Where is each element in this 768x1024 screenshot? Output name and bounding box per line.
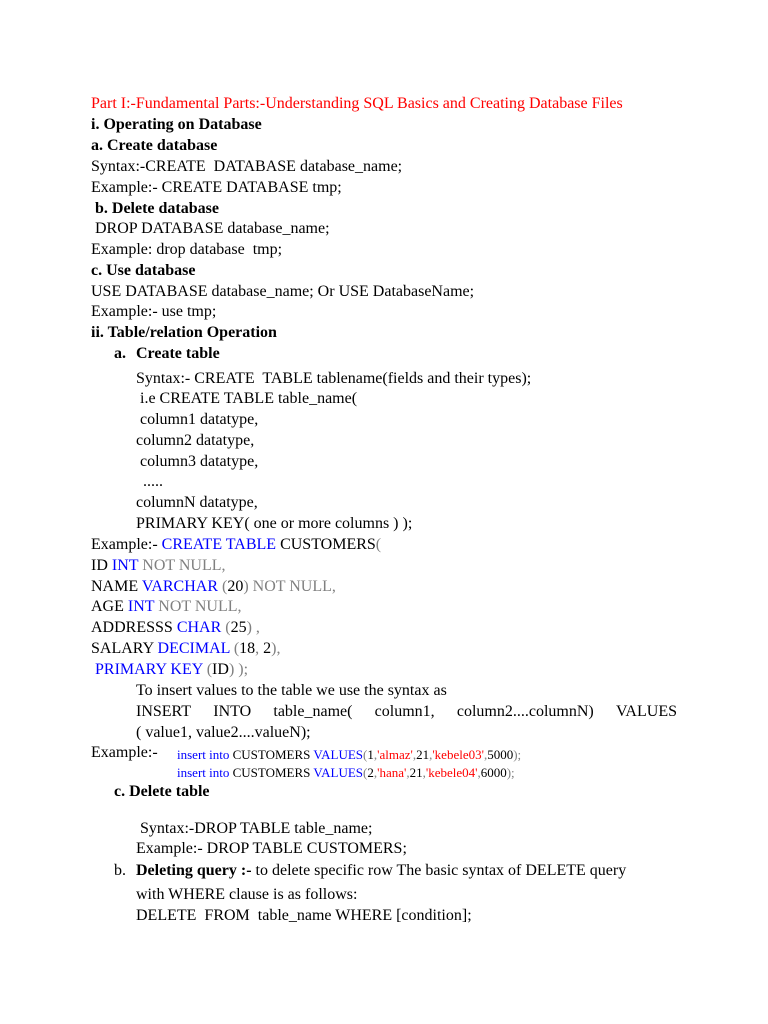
paren: ),	[271, 640, 281, 657]
column-size: 20	[227, 578, 244, 595]
value-name: 'hana'	[377, 765, 407, 780]
comma: ,	[422, 765, 426, 780]
heading-delete-database: b. Delete database	[95, 200, 219, 217]
value-salary: 5000	[487, 747, 514, 762]
paren: )	[243, 578, 249, 595]
table-name: CUSTOMERS	[229, 765, 314, 780]
comma: ,	[406, 765, 410, 780]
create-table-primary-key: PRIMARY KEY( one or more columns ) );	[136, 515, 413, 532]
create-database-syntax: Syntax:-CREATE DATABASE database_name;	[91, 158, 403, 175]
insert-example-2	[177, 763, 515, 783]
create-table-ie: i.e CREATE TABLE table_name(	[140, 390, 358, 407]
comma: ,	[373, 765, 378, 780]
section-table-relation-operation: ii. Table/relation Operation	[91, 324, 277, 341]
comma: ,	[373, 747, 378, 762]
insert-word: INTO	[213, 703, 252, 720]
value-address: 'kebele04'	[425, 765, 478, 780]
use-database-syntax: USE DATABASE database_name; Or USE DatabaseName;	[91, 283, 475, 300]
example-column-address	[91, 618, 260, 638]
example-column-salary	[91, 639, 280, 659]
value-id: 1	[367, 747, 374, 762]
comma: ,	[483, 747, 488, 762]
example-create-customers	[91, 535, 381, 555]
column-name: ID	[212, 661, 229, 678]
sql-keyword: insert into	[177, 765, 230, 780]
create-table-columnN: columnN datatype,	[136, 494, 258, 511]
drop-table-example: Example:- DROP TABLE CUSTOMERS;	[136, 840, 407, 857]
open-paren: (	[375, 536, 382, 553]
column-precision: 18	[239, 640, 256, 657]
column-name: NAME	[91, 578, 142, 595]
example-label: Example:-	[91, 536, 162, 553]
column-name: ADDRESSS	[91, 619, 177, 636]
paren: (	[229, 640, 240, 657]
column-type: VARCHAR	[141, 578, 218, 595]
table-name: CUSTOMERS	[229, 747, 314, 762]
insert-word: VALUES	[615, 703, 677, 720]
create-table-column1: column1 datatype,	[140, 411, 259, 428]
comma: ,	[412, 747, 417, 762]
paren: (	[363, 747, 368, 762]
comma: ,	[255, 640, 264, 657]
delete-query-syntax: DELETE FROM table_name WHERE [condition];	[136, 907, 472, 924]
deleting-query-description: to delete specific row The basic syntax of DELETE query	[251, 862, 627, 879]
example-column-name	[91, 577, 336, 597]
paren: (	[221, 619, 231, 636]
example-column-id	[91, 556, 226, 576]
column-constraint: NOT NULL,	[154, 598, 242, 615]
column-constraint: NOT NULL,	[138, 557, 226, 574]
insert-word: INSERT	[136, 703, 192, 720]
heading-create-database: a. Create database	[91, 137, 218, 154]
heading-deleting-query: Deleting query :-	[136, 862, 252, 879]
column-name: SALARY	[91, 640, 158, 657]
sql-keyword: insert into	[177, 747, 230, 762]
value-age: 21	[416, 747, 430, 762]
heading-delete-table: c. Delete table	[114, 783, 210, 800]
column-type: INT	[127, 598, 155, 615]
paren: (	[218, 578, 228, 595]
column-name: AGE	[91, 598, 128, 615]
comma: ,	[477, 765, 481, 780]
value-id: 2	[367, 765, 374, 780]
heading-use-database: c. Use database	[91, 262, 196, 279]
paren: )	[246, 619, 252, 636]
drop-database-syntax: DROP DATABASE database_name;	[95, 220, 330, 237]
value-salary: 6000	[480, 765, 507, 780]
insert-example-1	[177, 745, 521, 765]
heading-create-table: Create table	[136, 345, 220, 362]
create-table-ellipsis: .....	[143, 473, 163, 490]
column-type: CHAR	[176, 619, 222, 636]
insert-syntax-line	[136, 702, 677, 722]
section-operating-on-database: i. Operating on Database	[91, 116, 262, 133]
sql-keyword: PRIMARY KEY	[95, 661, 203, 678]
column-scale: 2	[263, 640, 272, 657]
sql-keyword: CREATE TABLE	[161, 536, 277, 553]
deleting-query-description-2: with WHERE clause is as follows:	[136, 886, 358, 903]
value-age: 21	[409, 765, 423, 780]
drop-database-example: Example: drop database tmp;	[91, 241, 283, 258]
column-type: INT	[111, 557, 139, 574]
paren: (	[202, 661, 213, 678]
column-constraint: NOT NULL,	[248, 578, 336, 595]
column-type: DECIMAL	[157, 640, 230, 657]
sql-keyword: VALUES	[313, 765, 364, 780]
create-table-syntax: Syntax:- CREATE TABLE tablename(fields and their types);	[136, 370, 532, 387]
create-table-column2: column2 datatype,	[136, 432, 255, 449]
value-name: 'almaz'	[377, 747, 413, 762]
comma: ,	[429, 747, 433, 762]
paren: (	[363, 765, 368, 780]
column-constraint: ,	[251, 619, 260, 636]
paren: ) );	[228, 661, 249, 678]
example-primary-key	[95, 660, 248, 680]
column-size: 25	[230, 619, 247, 636]
insert-word: table_name(	[273, 703, 353, 720]
part-title: Part I:-Fundamental Parts:-Understanding SQL Basics and Creating Database Files	[91, 95, 623, 112]
insert-word: column2....columnN)	[456, 703, 594, 720]
insert-values-syntax: ( value1, value2....valueN);	[136, 724, 311, 741]
list-marker-b: b.	[114, 862, 126, 879]
table-name: CUSTOMERS	[276, 536, 376, 553]
drop-table-syntax: Syntax:-DROP TABLE table_name;	[140, 820, 373, 837]
column-name: ID	[91, 557, 112, 574]
paren: );	[513, 747, 522, 762]
sql-keyword: VALUES	[313, 747, 364, 762]
insert-example-label: Example:-	[91, 744, 158, 761]
value-address: 'kebele03'	[432, 747, 484, 762]
paren: );	[506, 765, 515, 780]
deleting-query-line	[136, 861, 626, 881]
use-database-example: Example:- use tmp;	[91, 303, 217, 320]
list-marker-a: a.	[114, 345, 126, 362]
insert-intro: To insert values to the table we use the syntax as	[136, 682, 447, 699]
create-database-example: Example:- CREATE DATABASE tmp;	[91, 179, 342, 196]
example-column-age	[91, 597, 242, 617]
create-table-column3: column3 datatype,	[140, 453, 259, 470]
insert-word: column1,	[374, 703, 435, 720]
